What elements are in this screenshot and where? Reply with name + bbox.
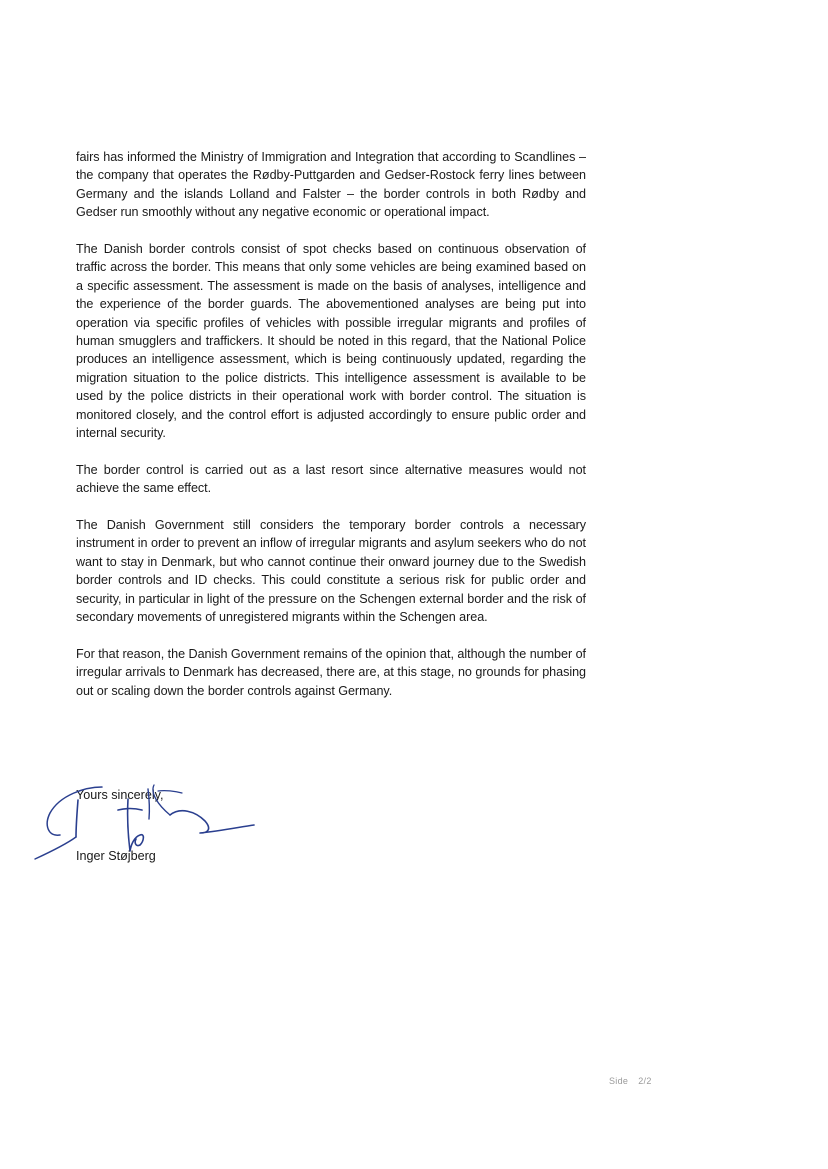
page-label: Side xyxy=(609,1076,629,1086)
closing-salutation: Yours sincerely, xyxy=(76,788,164,802)
paragraph-ferry-operator: fairs has informed the Ministry of Immigration and Integration that according to Scandlines – the company that operates the Rødby-Puttgarden and Gedser-Rostock ferry lines between Germany and the islands Lolland and Falster – the border controls in both Rødby and Gedser run smoothly without any negative economic or operational impact. xyxy=(76,150,586,220)
signer-name: Inger Støjberg xyxy=(76,849,156,863)
page-number: 2/2 xyxy=(638,1076,652,1086)
paragraph-spot-checks: The Danish border controls consist of spot checks based on continuous observation of traffic across the border. This means that only some vehicles are being examined based on a specific assessment. The assessment is made on the basis of analyses, intelligence and the experience of the border guards. The abovementioned analyses are being put into operation via specific profiles of vehicles with possible irregular migrants and profiles of human smugglers and traffickers. It should be noted in this regard, that the National Police produces an intelligence assessment, which is being continuously updated, regarding the migration situation to the police districts. This intelligence assessment is available to be used by the police districts in their operational work with border control. The situation is monitored closely, and the control effort is adjusted accordingly to ensure public order and internal security. xyxy=(76,242,586,441)
paragraph-conclusion: For that reason, the Danish Government remains of the opinion that, although the number of irregular arrivals to Denmark has decreased, there are, at this stage, no grounds for phasing out or scaling down the border controls against Germany. xyxy=(76,646,586,698)
page-footer xyxy=(609,1076,652,1086)
paragraph-government-position: The Danish Government still considers the temporary border controls a necessary instrument in order to prevent an inflow of irregular migrants and asylum seekers who do not want to stay in Denmark, but who cannot continue their onward journey due to the Swedish border controls and ID checks. This could constitute a serious risk for public order and security, in particular in light of the pressure on the Schengen external border and the risk of secondary movements of unregistered migrants within the Schengen area. xyxy=(76,518,586,625)
paragraph-last-resort: The border control is carried out as a last resort since alternative measures would not achieve the same effect. xyxy=(76,462,586,496)
letter-body xyxy=(76,148,586,719)
